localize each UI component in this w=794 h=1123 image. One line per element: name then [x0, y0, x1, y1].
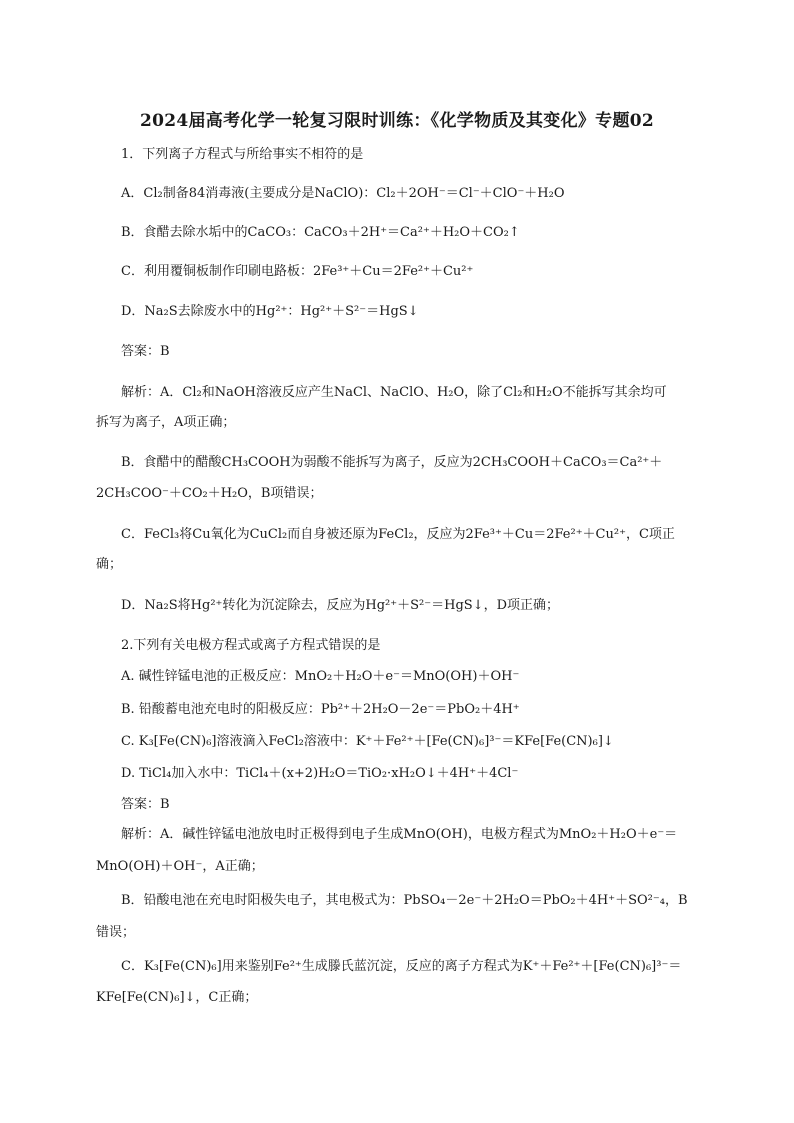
question-2-option-b: B. 铅酸蓄电池充电时的阳极反应：Pb²⁺＋2H₂O－2e⁻＝PbO₂＋4H⁺ [121, 702, 520, 717]
question-1-answer: 答案：B [121, 344, 170, 359]
question-2-analysis-a-line2: MnO(OH)＋OH⁻，A正确； [96, 859, 264, 874]
question-2-analysis-b-line1: B．铅酸电池在充电时阳极失电子，其电极式为：PbSO₄－2e⁻＋2H₂O＝PbO₂＋4H⁺＋SO²⁻₄，B [121, 893, 688, 908]
question-1-analysis-c-line1: C．FeCl₃将Cu氧化为CuCl₂而自身被还原为FeCl₂，反应为2Fe³⁺＋Cu＝2Fe²⁺＋Cu²⁺，C项正 [121, 527, 675, 542]
question-1-stem: 1．下列离子方程式与所给事实不相符的是 [121, 147, 364, 162]
question-1-analysis-b-line1: B．食醋中的醋酸CH₃COOH为弱酸不能拆写为离子，反应为2CH₃COOH＋CaCO₃＝Ca²⁺＋ [121, 455, 663, 470]
question-1-option-b: B．食醋去除水垢中的CaCO₃：CaCO₃＋2H⁺＝Ca²⁺＋H₂O＋CO₂↑ [121, 225, 520, 240]
question-2-stem: 2.下列有关电极方程式或离子方程式错误的是 [121, 638, 381, 653]
page-title: 2024届高考化学一轮复习限时训练：《化学物质及其变化》专题02 [139, 111, 655, 131]
question-2-option-a: A. 碱性锌锰电池的正极反应：MnO₂＋H₂O＋e⁻＝MnO(OH)＋OH⁻ [121, 669, 520, 684]
question-2-analysis-c-line1: C．K₃[Fe(CN)₆]用来鉴别Fe²⁺生成滕氏蓝沉淀，反应的离子方程式为K⁺＋Fe²⁺＋[Fe(CN)₆]³⁻＝ [121, 959, 682, 974]
question-2-option-c: C. K₃[Fe(CN)₆]溶液滴入FeCl₂溶液中：K⁺＋Fe²⁺＋[Fe(CN)₆]³⁻＝KFe[Fe(CN)₆]↓ [121, 734, 614, 749]
question-2-analysis-b-line2: 错误； [96, 925, 136, 940]
question-1-analysis-a-line1: 解析：A．Cl₂和NaOH溶液反应产生NaCl、NaClO、H₂O，除了Cl₂和H₂O不能拆写其余均可 [121, 385, 667, 400]
question-1-option-a: A．Cl₂制备84消毒液(主要成分是NaClO)：Cl₂＋2OH⁻＝Cl⁻＋ClO⁻＋H₂O [121, 186, 565, 201]
question-1-option-d: D．Na₂S去除废水中的Hg²⁺：Hg²⁺＋S²⁻＝HgS↓ [121, 304, 419, 319]
question-1-analysis-d-line1: D．Na₂S将Hg²⁺转化为沉淀除去，反应为Hg²⁺＋S²⁻＝HgS↓，D项正确； [121, 598, 559, 613]
question-2-analysis-a-line1: 解析：A．碱性锌锰电池放电时正极得到电子生成MnO(OH)，电极方程式为MnO₂＋H₂O＋e⁻＝ [121, 827, 678, 842]
question-2-analysis-c-line2: KFe[Fe(CN)₆]↓，C正确； [96, 990, 258, 1005]
question-1-option-c: C．利用覆铜板制作印刷电路板：2Fe³⁺＋Cu＝2Fe²⁺＋Cu²⁺ [121, 264, 474, 279]
question-1-analysis-c-line2: 确； [96, 557, 123, 572]
question-1-analysis-a-line2: 拆写为离子，A项正确； [96, 415, 236, 430]
question-2-answer: 答案：B [121, 797, 170, 812]
question-2-option-d: D. TiCl₄加入水中：TiCl₄＋(x+2)H₂O＝TiO₂·xH₂O↓＋4H⁺＋4Cl⁻ [121, 766, 519, 781]
question-1-analysis-b-line2: 2CH₃COO⁻＋CO₂＋H₂O，B项错误； [96, 486, 323, 501]
